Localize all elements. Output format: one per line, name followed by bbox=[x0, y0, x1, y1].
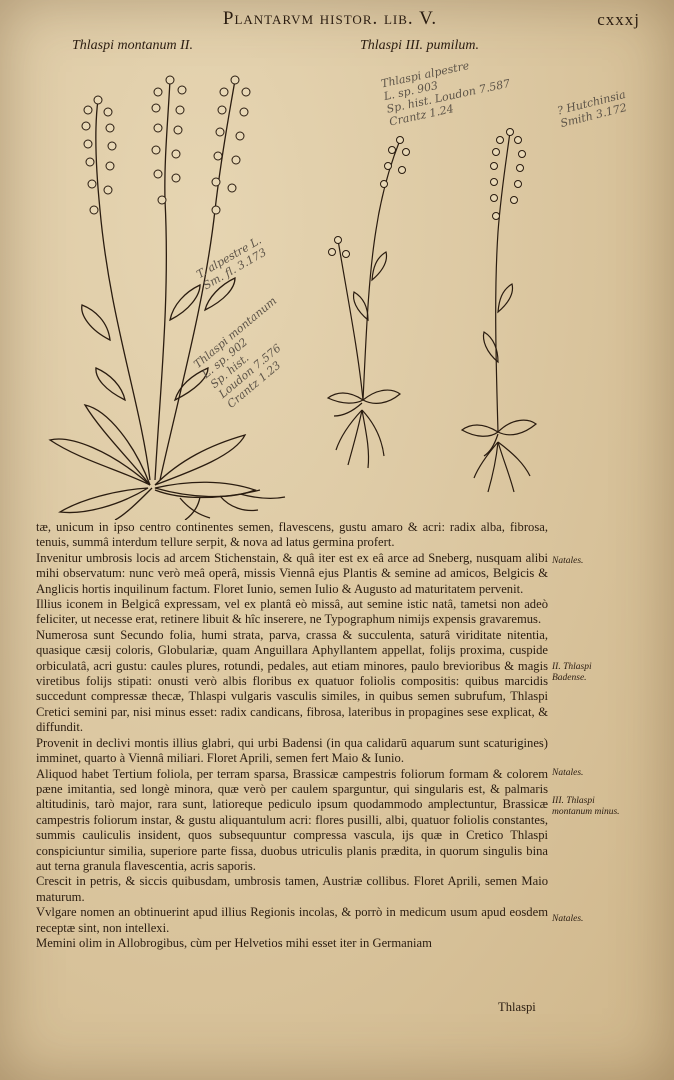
paragraph: Invenitur umbrosis locis ad arcem Stichenstain, & quâ iter est ex eâ arce ad Sneberg, nusquam alibi mihi observatum: nunc verò meâ operâ, missis Viennâ ejus Plantis & semine ad amicos, Belgicis & Anglicis hortis inquilinum factum. Floret Iunio, semen Iulio & Augusto ad maturitatem pervenit. bbox=[36, 550, 548, 596]
plant-illustration-thlaspi-pumilum-b bbox=[448, 112, 558, 502]
margin-note-thlaspi-badense: II. Thlaspi Badense. bbox=[552, 662, 592, 683]
margin-note-natales-1: Natales. bbox=[552, 556, 584, 566]
running-title: Plantarvm histor. lib. V. bbox=[222, 8, 438, 29]
handwritten-note-top-right: Thlaspi alpestre L. sp. 903 Sp. hist. Loudon 7.587 Crantz 1.24 bbox=[379, 59, 512, 129]
paragraph: Numerosa sunt Secundo folia, humi strata, parva, crassa & succulenta, saturâ viriditate nitentia, quasique cæsij coloris, Globulariæ, quam Anguillara Aphyllantem appellat, folijs proxima, cuspide orbiculatâ, acri gustu: caules plures, rotundi, pedales, aut etiam minores, paulo brevioribus & magis viretibus folijs stipati: onusti verò albis floribus ex quatuor foliolis compositis: quibus marcidis succedunt compressæ thecæ, Thlaspi vulgaris vasculis similes, in quibus semen subrufum, Thlaspi Cretici semini par, nisi minus esset: radix candicans, fibrosa, lateribus in propagines sese explicat, & diffundit. bbox=[36, 627, 548, 735]
paragraph: Memini olim in Allobrogibus, cùm per Helvetios mihi esset iter in Germaniam bbox=[36, 935, 432, 950]
handwritten-note-top-right-b: ? Hutchinsia Smith 3.172 bbox=[555, 87, 629, 131]
handwritten-note-middle-a: T. alpestre L. Sm. fl. 3.173 bbox=[194, 233, 269, 293]
paragraph: tæ, unicum in ipso centro continentes semen, flavescens, gustu amaro & acri: radix alba, fibrosa, tenuis, summâ interdum tellure serpit, & nova ad latus germina profert. bbox=[36, 520, 548, 550]
body-text bbox=[36, 520, 548, 951]
paragraph: Provenit in declivi montis illius glabri, qui urbi Badensi (in qua calidarū aquarum sunt scaturigines) imminet, quarto à Viennâ miliari. Floret Aprili, semen fert Maio & Iunio. bbox=[36, 735, 548, 766]
margin-note-thlaspi-montanum-minus: III. Thlaspi montanum minus. bbox=[552, 796, 620, 817]
plant-illustration-thlaspi-pumilum-a bbox=[318, 120, 418, 480]
paragraph: Illius iconem in Belgicâ expressam, vel ex plantâ eò missâ, aut semine istic natâ, tametsi non adeò feliciter, ut necesse erat, retinere libuit & hîc inserere, ne Typographum nimijs expensis gravaremus. bbox=[36, 597, 548, 627]
figure-caption-right: Thlaspi III. pumilum. bbox=[360, 38, 479, 53]
margin-note-natales-3: Natales. bbox=[552, 914, 584, 924]
catchword: Thlaspi bbox=[498, 1000, 536, 1014]
margin-note-natales-2: Natales. bbox=[552, 768, 584, 778]
paragraph: Vvlgare nomen an obtinuerint apud illius Regionis incolas, & porrò in medicum usum apud eosdem receptæ sint, non intellexi. bbox=[36, 905, 548, 935]
paragraph: Crescit in petris, & siccis quibusdam, umbrosis tamen, Austriæ collibus. Floret Aprili, semen Maio maturum. bbox=[36, 874, 548, 904]
figure-caption-left: Thlaspi montanum II. bbox=[72, 38, 193, 53]
paragraph: Aliquod habet Tertium foliola, per terram sparsa, Brassicæ campestris foliorum formam & colorem pæne imitantia, sed longè minora, quæ verò per caulem sparguntur, qui singularis est, & palmaris altitudinis, tarò major, rara sunt, latioreque pediculo ipsum quodammodo amplectuntur, Brassicæ campestris foliorum instar, & gustu aliquantulum acri: flores pusilli, albi, quatuor foliolis constantes, summis cauliculis insident, quos subsequuntur compressa vascula, ijs quæ in Cretico Thlaspi conspiciuntur similia, superiore parte fissa, duobus utriculis planis prædita, in quorum singulis bina aut terna granula flavescentia, acris saporis. bbox=[36, 766, 548, 873]
handwritten-note-middle-b: Thlaspi montanum L. sp. 902 Sp. hist. Loudon 7.576 Crantz 1.23 bbox=[191, 294, 284, 411]
plant-illustration-thlaspi-montanum bbox=[30, 60, 320, 520]
folio-number: cxxxj bbox=[597, 10, 640, 29]
